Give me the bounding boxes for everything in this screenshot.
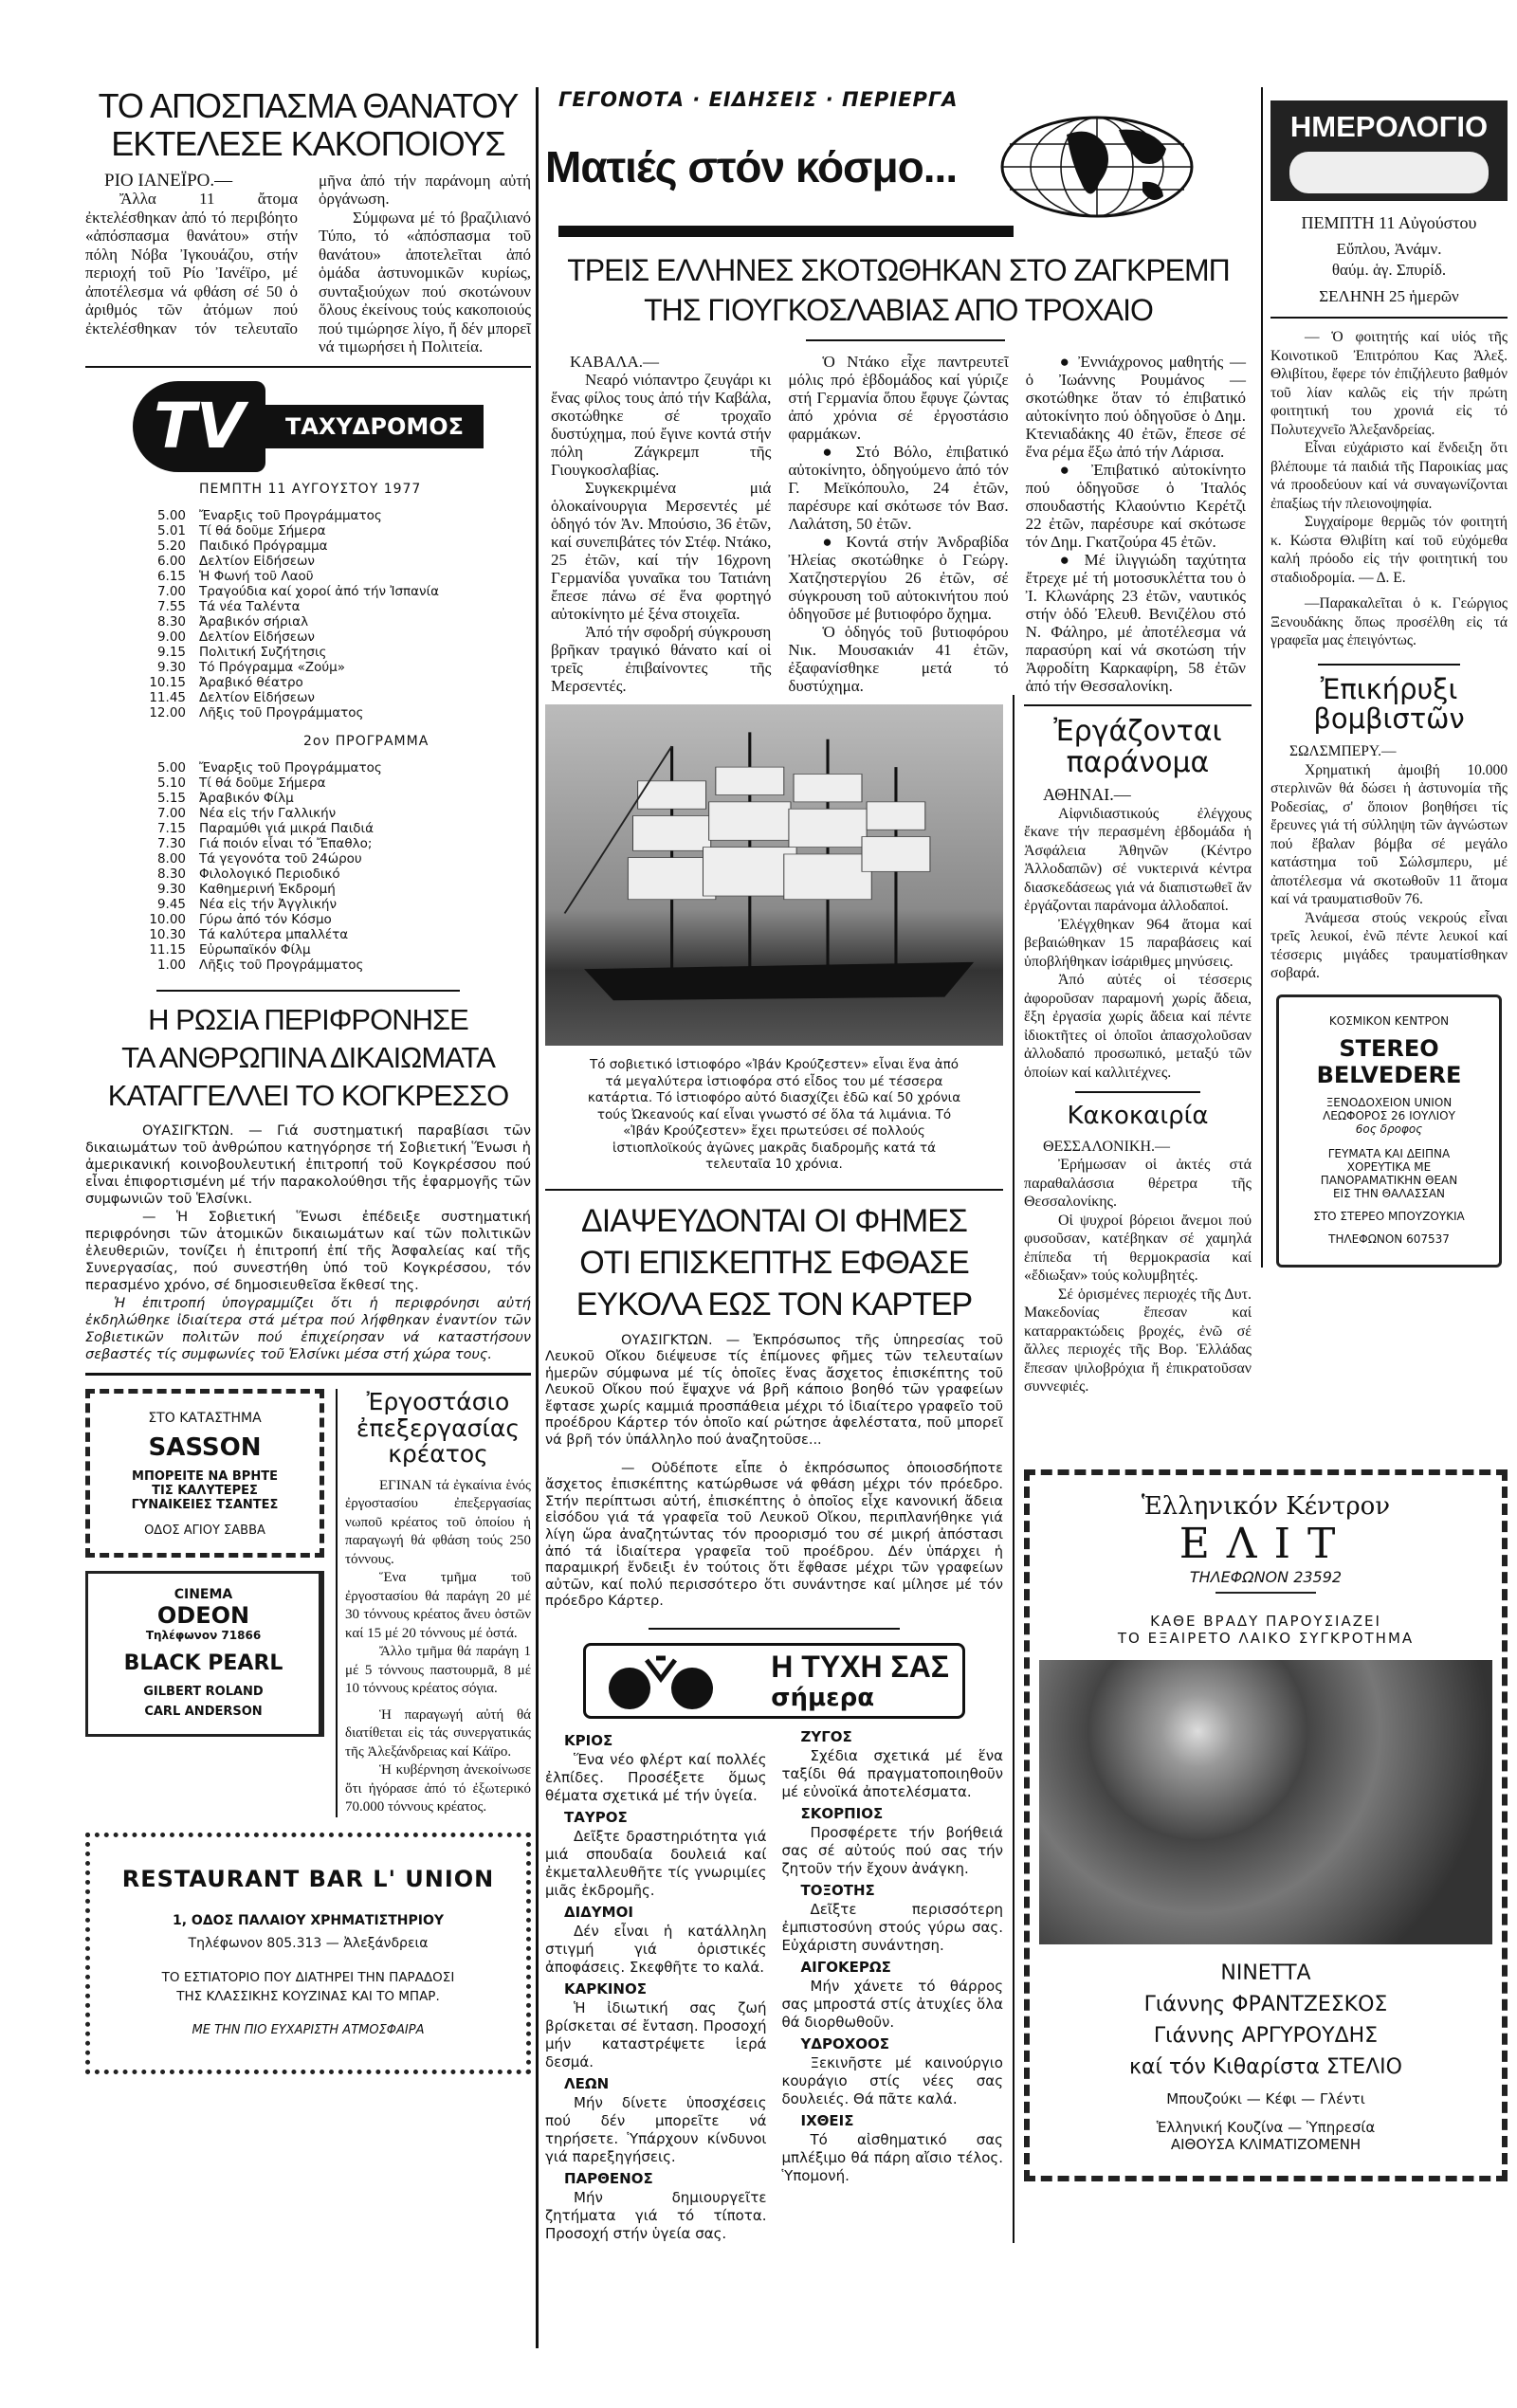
article-carter-visitor-body — [545, 1333, 1003, 1612]
globe-icon — [1000, 116, 1195, 218]
headline-illegal-work — [1024, 716, 1252, 778]
horoscope-entry — [782, 2112, 1004, 2185]
ad-address: ΟΔΟΣ ΑΓΙΟΥ ΣΑΒΒΑ — [144, 1523, 265, 1539]
left-column — [85, 87, 531, 2074]
article-illegal-work-body — [1024, 786, 1252, 1082]
dateline: ΣΩΛΣΜΠΕΡΥ.— — [1289, 743, 1397, 760]
horoscope-entry — [782, 1728, 1004, 1801]
tv-time: 5.15 — [156, 790, 186, 806]
ad-artist: Γιάννης ΑΡΓΥΡΟΥΔΗΣ — [1153, 2023, 1379, 2048]
ads-and-meat-row — [85, 1389, 531, 1817]
paragraph: ΟΥΑΣΙΓΚΤΩΝ. — Γιά συστηματική παραβίασι τῶν δικαιωμάτων τοῦ ἀνθρώπου κατηγόρησε τή Σοβιετική Ἕνωσι ἡ ἀμερικανική κοινοβουλευτική ἐπιτροπή τοῦ Κογκρέσσου πού εἶναι ἐπιφορτισμένη μέ τήν παρακολούθησι τῆς ἐφαρμογῆς τῶν συμφωνιῶν τοῦ Ἑλσίνκι. — [85, 1122, 531, 1208]
ad-artist: ΝΙΝΕΤΤΑ — [1220, 1961, 1311, 1985]
ad-restaurant-union — [85, 1833, 531, 2074]
divider — [85, 1373, 531, 1376]
tv-time: 10.00 — [149, 911, 186, 927]
ad-text: ΤΗΣ ΚΛΑΣΣΙΚΗΣ ΚΟΥΖΙΝΑΣ ΚΑΙ ΤΟ ΜΠΑΡ. — [176, 1988, 440, 2004]
tv-listing-row — [133, 629, 531, 645]
ad-text: ΕΙΣ ΤΗΝ ΘΑΛΑΣΣΑΝ — [1332, 1186, 1446, 1200]
horoscope-entry — [782, 1959, 1004, 2032]
article-death-squad-body — [85, 172, 531, 356]
tv-time: 6.00 — [156, 553, 186, 569]
headline-line: κρέατος — [388, 1440, 488, 1469]
horoscope-text: Δεῖξτε περισσότερη ἐμπιστοσύνη στούς γύρω σας. Εὐχάριστη συνάντηση. — [781, 1901, 1003, 1954]
ad-phone: Τηλέφωνον 71866 — [145, 1629, 262, 1643]
paragraph: Συγκεκριμένα μιά ὁλοκαίνουργια Μερσεντές μέ ὁδηγό τόν Ἀν. Μπούσιο, 36 ἐτῶν, καί συνεπιβάτες τόν Στέφ. Ντάκο, 25 ἐτῶν, καί τήν 16χρονη Γερμανίδα γυναῖκα του Τατιάνη ἔπεσε πάνω σέ ἕνα φορτηγό αὐτοκίνητο μέ ξένα στοιχεῖα. — [551, 479, 772, 623]
horoscope-entry — [545, 2075, 767, 2166]
tv-listing-row — [133, 760, 531, 775]
horoscope-entry — [545, 1980, 767, 2071]
headline-line: βομβιστῶν — [1313, 702, 1465, 736]
headline-line: ΔΙΑΨΕΥΔΟΝΤΑΙ ΟΙ ΦΗΜΕΣ — [581, 1202, 967, 1239]
middle-lower — [545, 695, 1014, 2243]
section-kicker: ΓΕΓΟΝΟΤΑ · ΕΙΔΗΣΕΙΣ · ΠΕΡΙΕΡΓΑ — [558, 88, 959, 111]
headline-line: Ἐργάζονται — [1053, 715, 1222, 748]
horoscope-text: Προσφέρετε τήν βοήθειά σας σέ αὐτούς πού σας τήν ζητοῦν τήν ἔχουν ἀνάγκη. — [781, 1824, 1003, 1877]
tv-title: Εὐρωπαϊκόν Φίλμ — [199, 941, 311, 958]
ad-text: ΑΙΘΟΥΣΑ ΚΛΙΜΑΤΙΖΟΜΕΝΗ — [1170, 2135, 1362, 2153]
horoscope-text: Σχέδια σχετικά μέ ἕνα ταξίδι θά πραγματοποιηθοῦν μέ εὐνοϊκά ἀποτελέσματα. — [781, 1747, 1003, 1800]
calendar-moon: ΣΕΛΗΝΗ 25 ἡμερῶν — [1319, 287, 1459, 305]
ad-text: ΤΟ ΕΣΤΙΑΤΟΡΙΟ ΠΟΥ ΔΙΑΤΗΡΕΙ ΤΗΝ ΠΑΡΑΔΟΣΙ — [161, 1969, 455, 1985]
paragraph: Ἐλέγχθηκαν 964 ἄτομα καί βεβαιώθηκαν 15 παραβάσεις καί ὑποβλήθηκαν ἰσάριθμες μηνύσεις. — [1024, 916, 1252, 970]
horoscope-sign: ΔΙΔΥΜΟΙ — [564, 1904, 633, 1921]
tv-listing-row — [133, 645, 531, 660]
ad-text: Ἑλληνικόν Κέντρον — [1141, 1491, 1391, 1521]
section-title-text: Ματιές στόν κόσμο... — [545, 142, 958, 192]
ad-phone: ΤΗΛΕΦΩΝΟΝ 607537 — [1328, 1231, 1450, 1246]
dateline: ΡΙΟ ΙΑΝΕΪΡΟ.— — [104, 170, 233, 191]
horoscope-sign: ΖΥΓΟΣ — [800, 1728, 852, 1745]
tv-title: Ἀραβικόν σήριαλ — [199, 613, 309, 629]
tv-title: Ἀραβικόν Φίλμ — [199, 790, 294, 806]
tv-time: 10.15 — [149, 674, 186, 690]
tv-listing-row — [133, 554, 531, 569]
paragraph: — Οὐδέποτε εἶπε ὁ ἐκπρόσωπος ὁποιοσδήποτε ἄσχετος ἐπισκέπτης κατώρθωσε νά φθάση μέχρι τόν πρόεδρο. Στήν περίπτωσι αὐτή, ἐπισκέπτης ὁ ὁποῖος εἶχε κανονική ἄδεια εἰσόδου γιά τά γραφεῖα τοῦ Λευκοῦ Οἴκου, περιπλανήθηκε γιά λίγη ὥρα ἀναζητώντας τόν προορισμό του σέ μικρή ἀπόστασι ἀπό τά ἰδιαίτερα γραφεῖα τοῦ προέδρου. Δέν ὑπάρχει ἡ παραμικρή ἔνδειξι ἐν τούτοις ὅτι ἔφθασε μέχρι τῶν γραφείων αὐτῶν, καί πολύ περισσότερο ὅτι συνάντησε καί μίλησε μέ τόν πρόεδρο Κάρτερ. — [545, 1460, 1003, 1610]
headline-line: Ἐργοστάσιο — [366, 1388, 510, 1416]
horoscope-text: Δέν εἶναι ἡ κατάλληλη στιγμή γιά ὁριστικές ἀποφάσεις. Σκεφθῆτε το καλά. — [545, 1923, 767, 1976]
paragraph: — Ἡ Σοβιετική Ἕνωσι ἐπέδειξε συστηματική περιφρόνησι τῶν ἀτομικῶν δικαιωμάτων καί τῶν πολιτικῶν ἐλευθεριῶν, τονίζει ἡ ἐπιτροπή ἐπί τῆς Ἀσφαλείας καί τῆς Συνεργασίας, πού συνεστήθη ὑπό τοῦ Κογκρέσσου, τόν περασμένο χρόνο, σέ δημοσιευθεῖσα ἔκθεσί της. — [85, 1209, 531, 1294]
tv-time: 12.00 — [149, 704, 186, 721]
paragraph: — Ὁ φοιτητής καί υἱός τῆς Κοινοτικοῦ Ἐπιτρόπου Κας Ἀλεξ. Θλιβίτου, ἔφερε τόν ἐπιζήλευτο βαθμόν τοῦ λίαν καλῶς εἰς τήν πρώτη φοιτητική του χρονιά εἰς τό Πολυτεχνεῖο Ἀλεξανδρείας. — [1270, 329, 1508, 438]
ad-address: 1, ΟΔΟΣ ΠΑΛΑΙΟΥ ΧΡΗΜΑΤΙΣΤΗΡΙΟΥ — [173, 1912, 444, 1928]
paragraph: Ὁ Ντάκο εἶχε παντρευτεῖ μόλις πρό ἑβδομάδος καί γύριζε στή Γερμανία ὅπου ἔφυγε ζώντας ἀπό χρόνια σέ ἐργοστάσιο φαρμάκων. — [788, 353, 1009, 443]
ad-text: ΤΙΣ ΚΑΛΥΤΕΡΕΣ — [152, 1484, 258, 1499]
headline-line: Η ΡΩΣΙΑ ΠΕΡΙΦΡΟΝΗΣΕ — [148, 1002, 468, 1036]
ad-text: ΣΤΟ ΣΤΕΡΕΟ ΜΠΟΥΖΟΥΚΙΑ — [1313, 1209, 1465, 1223]
horoscope-text: Δεῖξτε δραστηριότητα γιά μιά σπουδαία δουλειά καί ἐκμεταλλευθῆτε τίς γνωριμίες μιᾶς ἐκδρομῆς. — [545, 1828, 767, 1899]
ad-sasson — [85, 1389, 324, 1558]
calendar-saint: θαύμ. ἁγ. Σπυρίδ. — [1331, 261, 1447, 279]
tv-listing-row — [133, 897, 531, 912]
tv-listing-row — [133, 660, 531, 675]
tv-time: 5.00 — [156, 507, 186, 523]
headline-russia — [85, 1001, 531, 1115]
divider — [1270, 317, 1508, 319]
calendar-day: ΠΕΜΠΤΗ 11 Αὐγούστου — [1301, 213, 1477, 232]
ad-text: ΚΟΣΜΙΚΟΝ ΚΕΝΤΡΟΝ — [1328, 1013, 1450, 1028]
divider — [156, 990, 460, 992]
ad-elit — [1024, 1469, 1508, 2181]
tv-listing-row — [133, 599, 531, 614]
tv-title: Ἀραβικό θέατρο — [199, 674, 303, 690]
headline-line: ἐπεξεργασίας — [356, 1414, 521, 1442]
horoscope-entry — [545, 1904, 767, 1977]
ad-text: ΛΕΩΦΟΡΟΣ 26 ΙΟΥΛΙΟΥ — [1323, 1108, 1455, 1122]
headline-line: παράνομα — [1066, 746, 1210, 779]
calendar-notes — [1270, 328, 1508, 650]
ad-text: ΧΟΡΕΥΤΙΚΑ ΜΕ — [1346, 1159, 1432, 1174]
paragraph: Ἀνάμεσα στούς νεκρούς εἶναι τρεῖς λευκοί, ἐνῶ πέντε λευκοί καί τέσσερις μιγάδες τραυματίσθηκαν σοβαρά. — [1270, 909, 1508, 982]
tv-title: Δελτίον Εἰδήσεων — [199, 689, 315, 705]
horoscope-entry — [782, 2035, 1004, 2108]
tv-program-1 — [133, 508, 531, 721]
tv-listing-row — [133, 614, 531, 629]
ad-phone: ΤΗΛΕΦΩΝΟΝ 23592 — [1189, 1567, 1343, 1586]
calendar-info — [1270, 212, 1508, 307]
divider — [545, 1189, 1003, 1191]
paragraph: Εἶναι εὐχάριστο καί ἔνδειξη ὅτι βλέπουμε τά παιδιά τῆς Παροικίας μας νά προοδεύουν καί νά συναγωνίζονται ἐπαξίως τήν πλειονοψηφία. — [1270, 440, 1508, 512]
tv-time: 11.15 — [149, 941, 186, 958]
dateline: ΑΘΗΝΑΙ.— — [1043, 785, 1131, 804]
ad-artist: Γιάννης ΦΡΑΝΤΖΕΣΚΟΣ — [1143, 1992, 1388, 2016]
tv-time: 5.20 — [156, 538, 186, 554]
horoscope-text: Ξεκινῆστε μέ καινούργιο κουράγιο στίς νέες σας δουλειές. Θά πᾶτε καλά. — [781, 2054, 1003, 2107]
ad-film-title: BLACK PEARL — [123, 1651, 283, 1676]
scroll-graphic — [1289, 152, 1489, 193]
ad-text: ΣΤΟ ΚΑΤΑΣΤΗΜΑ — [148, 1411, 262, 1427]
ad-text: ΜΕ ΤΗΝ ΠΙΟ ΕΥΧΑΡΙΣΤΗ ΑΤΜΟΣΦΑΙΡΑ — [192, 2022, 425, 2037]
paragraph: —Παρακαλεῖται ὁ κ. Γεώργιος Ξενουδάκης ὅπως προσέλθη εἰς τά γραφεῖα μας ἐπειγόντως. — [1270, 595, 1508, 648]
ad-text: ΚΑΘΕ ΒΡΑΔΥ ΠΑΡΟΥΣΙΑΖΕΙ — [1150, 1612, 1381, 1630]
horoscope-sign: ΙΧΘΕΙΣ — [800, 2112, 854, 2129]
horoscope-entry — [545, 1809, 767, 1900]
tv-title: Νέα εἰς τήν Γαλλικήν — [199, 805, 337, 821]
calendar-logo — [1270, 100, 1508, 201]
paragraph: ● Ἐννιάχρονος μαθητής — ὁ Ἰωάννης Ρουμάνος — σκοτώθηκε ὅταν τό ἐπιβατικό αὐτοκίνητο πού ὁδηγοῦσε ὁ Δημ. Κτενιαδάκης 40 ἐτῶν, ἔπεσε σέ ἕνα ρέμα ἔξω ἀπό τήν Λάρισα. — [1025, 353, 1246, 461]
tv-title: Ἡ Φωνή τοῦ Λαοῦ — [199, 568, 314, 584]
tv-program-2-title: 2ον ΠΡΟΓΡΑΜΜΑ — [303, 733, 430, 749]
horoscope-list — [545, 1728, 1003, 2243]
tv-title: Δελτίον Εἰδήσεων — [199, 629, 315, 645]
horoscope-text: Ἕνα νέο φλέρτ καί πολλές ἐλπίδες. Προσέξετε ὅμως θέματα σχετικά μέ τήν ὑγεία. — [545, 1751, 767, 1804]
tv-listing-row — [133, 523, 531, 538]
tv-listing-row — [133, 927, 531, 942]
horoscope-text: Μήν χάνετε τό θάρρος σας μπροστά στίς ἀτυχίες ὅλα θά διορθωθοῦν. — [781, 1978, 1003, 2031]
tv-title: Τί θά δοῦμε Σήμερα — [199, 522, 326, 538]
right-rail — [1261, 87, 1508, 1268]
paragraph: ● Στό Βόλο, ἐπιβατικό αὐτοκίνητο, ὁδηγούμενο ἀπό τόν Γ. Μεϊκόπουλο, 24 ἐτῶν, παρέσυρε καί σκότωσε τόν Βασ. Λαλάτση, 50 ἐτῶν. — [788, 443, 1009, 533]
paragraph: Ἀπό αὐτές οἱ τέσσερις ἀφοροῦσαν παραμονή χωρίς ἄδεια, ἕξη ἐργασία χωρίς ἄδεια καί πέντε ἰδιοκτῆτες οἱ ὁποῖοι ἀπασχολοῦσαν ἀλλοδαπό προσωπικό, μεταξύ τῶν ὁποίων καί καλλιτέχνες. — [1024, 972, 1252, 1081]
ad-text: ΠΑΝΟΡΑΜΑΤΙΚΗΝ ΘΕΑΝ — [1320, 1173, 1458, 1187]
horoscope-sign: ΤΑΥΡΟΣ — [564, 1809, 628, 1826]
divider — [85, 366, 531, 368]
tv-logo-banner — [265, 405, 484, 448]
divider — [1318, 664, 1460, 666]
tv-time: 11.45 — [149, 689, 186, 705]
tv-logo-badge — [133, 381, 265, 472]
tv-time: 5.10 — [156, 775, 186, 791]
ad-text: Ἑλληνική Κουζίνα — Ὑπηρεσία — [1156, 2118, 1376, 2136]
horoscope-sign: ΚΑΡΚΙΝΟΣ — [564, 1980, 647, 1998]
horoscope-entry — [782, 1882, 1004, 1955]
paragraph: Ἡ ἐπιτροπή ὑπογραμμίζει ὅτι ἡ περιφρόνησι αὐτή ἐκδηλώθηκε ἰδιαίτερα στά μέτρα πού λήφθηκαν ἐναντίον τῶν Σοβιετικῶν πολιτῶν πού ἐπιχείρησαν νά καταστήσουν σεβαστές τίς συμφωνίες τοῦ Ἑλσίνκι μέσα στή χώρα τους. — [85, 1295, 531, 1363]
headline-line: ΕΥΚΟΛΑ ΕΩΣ ΤΟΝ ΚΑΡΤΕΡ — [576, 1286, 973, 1323]
article-meat-factory-body — [345, 1477, 531, 1817]
ad-text: Μπουζούκι — Κέφι — Γλέντι — [1166, 2089, 1365, 2107]
headline-death-squad — [85, 87, 531, 164]
tv-listing-row — [133, 584, 531, 599]
ad-text: 6ος δροφος — [1355, 1122, 1423, 1136]
ad-brand: SASSON — [148, 1433, 262, 1463]
tv-title: Καθημερινή Ἐκδρομή — [199, 881, 336, 897]
tv-listing-row — [133, 912, 531, 927]
tv-listing-row — [133, 867, 531, 882]
tv-time: 5.01 — [156, 522, 186, 538]
paragraph: Ἀπό τήν σφοδρή σύγκρουση βρῆκαν τραγικό θάνατο καί οἱ τρεῖς ἐπιβαίνοντες τῆς Μερσεντές. — [551, 623, 772, 695]
horoscope-sign: ΚΡΙΟΣ — [564, 1732, 613, 1749]
calendar-title: ΗΜΕΡΟΛΟΓΙΟ — [1289, 110, 1489, 143]
tv-title: Παραμύθι γιά μικρά Παιδιά — [199, 820, 375, 836]
tv-time: 6.15 — [156, 568, 186, 584]
tv-title: Τά γεγονότα τοῦ 24ώρου — [199, 850, 362, 867]
tv-title: Τό Πρόγραμμα «Ζούμ» — [199, 659, 346, 675]
tv-date: ΠΕΜΠΤΗ 11 ΑΥΓΟΥΣΤΟΥ 1977 — [199, 481, 422, 497]
tv-time: 10.30 — [149, 926, 186, 942]
headline-carter-visitor — [545, 1200, 1003, 1325]
horoscope-text: Τό αἰσθηματικό σας μπλέξιμο θά πάρη αἴσιο τέλος. Ὑπομονή. — [781, 2131, 1003, 2184]
horoscope-text: Μήν δημιουργεῖτε ζητήματα γιά τό τίποτα. Προσοχή στήν ὑγεία σας. — [545, 2189, 767, 2242]
paragraph: Νεαρό νιόπαντρο ζευγάρι κι ἕνας φίλος τους ἀπό τήν Καβάλα, σκοτώθηκε σέ τροχαῖο δυστύχημα, πού ἔγινε κοντά στήν πόλη Ζάγκρεμπ τῆς Γιουγκοσλαβίας. — [551, 371, 772, 479]
sailing-ship-image — [545, 704, 1003, 1046]
dateline: ΘΕΣΣΑΛΟΝΙΚΗ.— — [1043, 1138, 1170, 1155]
ad-text: ΞΕΝΟΔΟΧΕΙΟΝ UNION — [1325, 1095, 1453, 1109]
paragraph: Ἐρήμωσαν οἱ ἀκτές στά παραθαλάσσια θέρετρα τῆς Θεσσαλονίκης. — [1024, 1157, 1252, 1211]
tv-logo-name: ΤΑΧΥΔΡΟΜΟΣ — [284, 412, 465, 440]
horoscope-sign: ΛΕΩΝ — [564, 2075, 610, 2092]
horoscope-entry — [782, 1805, 1004, 1878]
article-bad-weather-body — [1024, 1138, 1252, 1396]
ad-stereo-belvedere — [1276, 994, 1502, 1268]
elit-ad-cell — [1024, 1458, 1508, 2181]
tv-title: Ἔναρξις τοῦ Προγράμματος — [199, 759, 382, 775]
tv-time: 9.30 — [156, 881, 186, 897]
horoscope-title: Η ΤΥΧΗ ΣΑΣ — [771, 1650, 949, 1684]
tv-title: Ἔναρξις τοῦ Προγράμματος — [199, 507, 382, 523]
section-header-row — [545, 116, 1252, 218]
ship-photo — [545, 704, 1003, 1046]
band-photo — [1039, 1660, 1492, 1944]
tv-time: 9.15 — [156, 644, 186, 660]
horoscope-sign: ΠΑΡΘΕΝΟΣ — [564, 2170, 653, 2187]
horoscope-text: Ἡ ἰδιωτική σας ζωή βρίσκεται σέ ἔνταση. Προσοχή μήν καταστρέψετε ἱερά δεσμά. — [545, 1999, 767, 2071]
divider — [1024, 704, 1252, 706]
ad-brand: ΕΛΙΤ — [1179, 1519, 1353, 1568]
ad-text: CARL ANDERSON — [144, 1705, 263, 1720]
left-ads-stack — [85, 1389, 324, 1817]
ad-text: ΤΟ ΕΞΑΙΡΕΤΟ ΛΑΙΚΟ ΣΥΓΚΡΟΤΗΜΑ — [1117, 1629, 1415, 1647]
tv-time: 7.00 — [156, 805, 186, 821]
headline-line: ΕΚΤΕΛΕΣΕ ΚΑΚΟΠΟΙΟΥΣ — [111, 124, 505, 164]
zodiac-figures-icon — [599, 1651, 722, 1711]
tv-listing-row — [133, 569, 531, 584]
tv-title: Λῆξις τοῦ Προγράμματος — [199, 704, 364, 721]
horoscope-sign: ΥΔΡΟΧΟΟΣ — [800, 2035, 890, 2052]
tv-time: 7.15 — [156, 820, 186, 836]
tv-time: 1.00 — [156, 957, 186, 973]
paragraph: Ἡ κυβέρνηση ἀνεκοίνωσε ὅτι ἠγόρασε ἀπό τό ἐξωτερικό 70.000 τόννους κρέατος. — [345, 1762, 531, 1815]
paragraph: Ὁ ὁδηγός τοῦ βυτιοφόρου Νικ. Μουσακιάν 41 ἐτῶν, ἐξαφανίσθηκε μετά τό δυστύχημα. — [788, 623, 1009, 695]
tv-time: 9.30 — [156, 659, 186, 675]
article-zagreb-body — [545, 353, 1252, 695]
middle-top — [545, 87, 1252, 695]
paragraph: Συγχαίρομε θερμῶς τόν φοιτητή κ. Κώστα Θλιβίτη καί τοῦ εὐχόμεθα καλή πρόοδο εἰς τήν φοιτητική του σταδιοδρομία. — Δ. Ε. — [1270, 514, 1508, 586]
paragraph: Ἕνα τμῆμα τοῦ ἐργοστασίου θά παράγη 20 μέ 30 τόννους κρέατος ἄνευ ὀστῶν καί 15 μέ 20 τόννους μέ ὀστά. — [345, 1570, 531, 1641]
ad-phone: Τηλέφωνον 805.313 — Ἀλεξάνδρεια — [188, 1935, 429, 1951]
headline-meat-factory — [345, 1389, 531, 1468]
headline-bad-weather: Κακοκαιρία — [1067, 1102, 1209, 1130]
column-rule — [536, 87, 539, 2348]
tv-logo — [133, 381, 531, 472]
tv-title: Γιά ποιόν εἶναι τό Ἔπαθλο; — [199, 835, 373, 851]
ad-brand: RESTAURANT BAR L' UNION — [121, 1865, 495, 1892]
tv-program-2 — [133, 760, 531, 973]
tv-logo-text: TV — [153, 389, 246, 463]
tv-listing-row — [133, 882, 531, 897]
tv-listing-row — [133, 538, 531, 554]
horoscope-banner — [583, 1643, 965, 1719]
ad-odeon — [85, 1571, 324, 1737]
tv-listing-row — [133, 705, 531, 721]
divider — [806, 339, 1005, 341]
tv-time: 7.00 — [156, 583, 186, 599]
paragraph: Αἰφνιδιαστικούς ἐλέγχους ἔκανε τήν περασμένη ἑβδομάδα ἡ Ἀσφάλεια Ἀθηνῶν (Κέντρο Ἀλλοδαπῶν) σέ νυκτερινά κέντρα διασκεδάσεως γιά νά διαπιστωθεῖ ἄν ἐργάζονται παράνομα ἀλλοδαποί. — [1024, 805, 1252, 914]
headline-bombers — [1270, 672, 1508, 736]
middle-right-column — [1024, 695, 1252, 1396]
meat-factory-article — [336, 1389, 531, 1817]
tv-title: Τραγούδια καί χοροί ἀπό τήν Ἰσπανία — [199, 583, 440, 599]
ad-brand: BELVEDERE — [1316, 1061, 1462, 1088]
tv-title: Λῆξις τοῦ Προγράμματος — [199, 957, 364, 973]
tv-time: 9.45 — [156, 896, 186, 912]
horoscope-sign: ΑΙΓΟΚΕΡΩΣ — [800, 1959, 891, 1976]
tv-listing-row — [133, 942, 531, 958]
paragraph: Ἄλλα 11 ἄτομα ἐκτελέσθηκαν ἀπό τό περιβόητο «ἀπόσπασμα θανάτου» στήν πόλη Νόβα Ἰγκουάζου, στήν περιοχή τοῦ Ρίο Ἰανέϊρο, μέ ἀποτέλεσμα νά φθάση σέ 50 ὁ ἀριθμός τῶν ἀτόμων πού ἐκτελέσθηκαν τόν τελευταῖο μῆνα ἀπό τήν παράνομη αὐτή ὀργάνωση. — [85, 171, 531, 337]
divider — [1215, 1592, 1316, 1594]
article-russia-body — [85, 1122, 531, 1364]
tv-listing-row — [133, 508, 531, 523]
tv-listing-row — [133, 958, 531, 973]
tv-listing-row — [133, 791, 531, 806]
dateline: ΚΑΒΑΛΑ.— — [570, 353, 660, 371]
tv-time: 9.00 — [156, 629, 186, 645]
ad-brand: ODEON — [156, 1602, 250, 1630]
horoscope-entry — [545, 2170, 767, 2243]
tv-title: Γύρω ἀπό τόν Κόσμο — [199, 911, 332, 927]
ad-text: ΜΠΟΡΕΙΤΕ ΝΑ ΒΡΗΤΕ — [132, 1469, 278, 1485]
ad-artist: καί τόν Κιθαρίστα ΣΤΕΛΙΟ — [1129, 2054, 1402, 2079]
paragraph: ΕΓΙΝΑΝ τά ἐγκαίνια ἑνός ἐργοστασίου ἐπεξεργασίας νωποῦ κρέατος τοῦ ὁποίου ἡ παραγωγή θά φθάση τούς 250 τόννους. — [345, 1477, 531, 1567]
tv-time: 8.30 — [156, 613, 186, 629]
tv-time: 7.30 — [156, 835, 186, 851]
divider — [558, 226, 1014, 237]
tv-title: Πολιτική Συζήτησις — [199, 644, 327, 660]
paragraph: ● Μέ ἰλιγγιώδη ταχύτητα ἔτρεχε μέ τή μοτοσυκλέττα του ὁ Ἰ. Κλωνάρης 23 ἐτῶν, ναυτικός στήν ὁδό Ἐλευθ. Βενιζέλου στό Ν. Φάληρο, μέ ἀποτέλεσμα νά παρασύρη καί νά σκοτώση τήν Ἀφροδίτη Καρκαφίρη, 58 ἐτῶν ἀπό τήν Θεσσαλονίκη. — [1025, 551, 1246, 695]
paragraph: Οἱ ψυχροί βόρειοι ἄνεμοι πού φυσοῦσαν, κατέβηκαν σέ χαμηλά ἐπίπεδα τή θερμοκρασία καί «ἔδιωξαν» τούς κολυμβητές. — [1024, 1212, 1252, 1285]
tv-listing-row — [133, 675, 531, 690]
article-bombers-body — [1270, 742, 1508, 983]
tv-time: 7.55 — [156, 598, 186, 614]
horoscope-subtitle: σήμερα — [771, 1684, 875, 1712]
paragraph: Ἡ παραγωγή αὐτή θά διατίθεται εἰς τάς συνεργατικάς τῆς Ἀλεξάνδρειας καί Κάϊρο. — [345, 1706, 531, 1760]
paragraph: ● Ἐπιβατικό αὐτοκίνητο πού ὁδηγοῦσε ὁ Ἰταλός σπουδαστής Κλαούντιο Κερέτζι 22 ἐτῶν, παρέσυρε καί σκότωσε τόν Δημ. Γκατζούρα 45 ἐτῶν. — [1025, 461, 1246, 551]
tv-title: Τά νέα Ταλέντα — [199, 598, 301, 614]
tv-listing-row — [133, 821, 531, 836]
ad-text: CINEMA — [174, 1587, 233, 1603]
ad-text: ΓΥΝΑΙΚΕΙΕΣ ΤΣΑΝΤΕΣ — [131, 1498, 279, 1513]
horoscope-heading — [771, 1650, 949, 1712]
right-area — [545, 87, 1508, 2243]
tv-title: Νέα εἰς τήν Ἀγγλικήν — [199, 896, 338, 912]
calendar-saint: Εὔπλου, Ἀνάμν. — [1336, 240, 1442, 258]
ad-brand: STEREO — [1339, 1034, 1439, 1062]
tv-listing-row — [133, 836, 531, 851]
paragraph: ● Κοντά στήν Ἀνδραβίδα Ἠλείας σκοτώθηκε ὁ Γεώργ. Χατζηστεργίου 26 ἐτῶν, σέ σύγκρουση τοῦ αὐτοκινήτου πού ὁδηγοῦσε μέ βυτιοφόρο ὄχημα. — [788, 533, 1009, 623]
headline-line: ΟΤΙ ΕΠΙΣΚΕΠΤΗΣ ΕΦΘΑΣΕ — [579, 1244, 969, 1281]
paragraph: ΟΥΑΣΙΓΚΤΩΝ. — Ἐκπρόσωπος τῆς ὑπηρεσίας τοῦ Λευκοῦ Οἴκου διέψευσε τίς ἐπίμονες φῆμες τῶν τελευταίων ἡμερῶν σύμφωνα μέ τίς ὁποῖες ἕνας ἄσχετος ἐπισκέπτης τοῦ Λευκοῦ Οἴκου πού ἔψαχνε νά βρῆ κάποιο βοηθό τῶν γραφείων ἔφτασε χωρίς καμμιά προσπάθεια μέχρι τό ἰδιαίτερο γραφεῖο τοῦ προέδρου Κάρτερ τόν ὁποῖο καί ρώτησε ἀφελέστατα, ποῦ μπορεῖ νά βρῆ τόν ὑπάλληλο πού ἀναζητοῦσε... — [545, 1332, 1003, 1449]
horoscope-entry — [545, 1732, 767, 1805]
tv-title: Δελτίον Εἰδήσεων — [199, 553, 315, 569]
headline-line: Ἐπικήρυξι — [1320, 672, 1458, 705]
divider — [1075, 1091, 1200, 1093]
tv-time: 5.00 — [156, 759, 186, 775]
headline-line: ΤΗΣ ΓΙΟΥΓΚΟΣΛΑΒΙΑΣ ΑΠΟ ΤΡΟΧΑΙΟ — [644, 293, 1153, 327]
headline-line: ΤΑ ΑΝΘΡΩΠΙΝΑ ΔΙΚΑΙΩΜΑΤΑ — [121, 1040, 495, 1074]
headline-line: ΚΑΤΑΓΓΕΛΛΕΙ ΤΟ ΚΟΓΚΡΕΣΣΟ — [107, 1078, 509, 1112]
headline-line: ΤΟ ΑΠΟΣΠΑΣΜΑ ΘΑΝΑΤΟΥ — [98, 86, 519, 125]
tv-time: 8.30 — [156, 866, 186, 882]
paragraph: Ἄλλο τμῆμα θά παράγη 1 μέ 5 τόννους παστουρμᾶ, 8 μέ 10 τόννους κρέατος σόγια. — [345, 1644, 531, 1697]
paragraph: Σύμφωνα μέ τό βραζιλιανό Τύπο, τό «ἀπόσπασμα τοῦ θανάτου» ἀποτελεῖται ἀπό ὁμάδα ἀστυνομικῶν κυρίως, συνταξιούχων πού σκοτώνουν ὅλους ἐκείνους τούς κακοποιούς πού τιμώρησε λίγο, ἤ δέν μπορεῖ νά τιμωρήσει ἡ Πολιτεία. — [319, 208, 531, 356]
headline-line: ΤΡΕΙΣ ΕΛΛΗΝΕΣ ΣΚΟΤΩΘΗΚΑΝ ΣΤΟ ΖΑΓΚΡΕΜΠ — [567, 253, 1230, 287]
tv-listing-row — [133, 851, 531, 867]
tv-listing-row — [133, 690, 531, 705]
paragraph: Σέ ὁρισμένες περιοχές τῆς Δυτ. Μακεδονίας ἔπεσαν καί καταρρακτώδεις βροχές, ἐνῶ σέ ἄλλες περιοχές τῆς Βορ. Ἑλλάδας ἔπεσαν ψιλοβρόχια ἤ ἐπικρατοῦσαν συννεφιές. — [1024, 1286, 1252, 1396]
tv-time: 8.00 — [156, 850, 186, 867]
tv-listing-row — [133, 806, 531, 821]
paragraph: Χρηματική ἀμοιβή 10.000 στερλινῶν θά δώσει ἡ ἀστυνομία τῆς Ροδεσίας, σ' ὅποιον βοηθήσει τίς ἔρευνες γιά τή σύλληψη τῶν ἀγνώστων πού ἔβαλαν βόμβα σέ μεγάλο κατάστημα τοῦ Σώλσμπερυ, μέ ἀποτέλεσμα νά σκοτωθοῦν 11 ἄτομα καί νά τραυματισθοῦν 76. — [1270, 761, 1508, 908]
divider — [649, 1628, 901, 1630]
ship-photo-caption: Τό σοβιετικό ἱστιοφόρο «Ἰβάν Κρούζεστεν» εἶναι ἕνα ἀπό τά μεγαλύτερα ἱστιοφόρα στό εἶδος του μέ τέσσερα κατάρτια. Τό ἱστιοφόρο αὐτό διασχίζει ἐδῶ καί 50 χρόνια τούς Ὠκεανούς καί εἶναι γνωστό σέ ὅλα τά λιμάνια. Τό «Ἰβάν Κρούζεστεν» ἔχει πρωτεύσει σέ πολλούς ἱστιοπλοϊκούς ἀγῶνες μακρᾶς διαδρομῆς κατά τά τελευταῖα 10 χρόνια. — [587, 1057, 961, 1172]
horoscope-text: Μήν δίνετε ὑποσχέσεις πού δέν μπορεῖτε νά τηρήσετε. Ὑπάρχουν κίνδυνοι γιά παρεξηγήσεις. — [545, 2094, 767, 2165]
horoscope-sign: ΣΚΟΡΠΙΟΣ — [800, 1805, 884, 1822]
tv-title: Τά καλύτερα μπαλλέτα — [199, 926, 349, 942]
tv-listing-row — [133, 775, 531, 791]
headline-zagreb — [545, 250, 1252, 330]
tv-title: Τί θά δοῦμε Σήμερα — [199, 775, 326, 791]
tv-title: Φιλολογικό Περιοδικό — [199, 866, 340, 882]
ad-text: GILBERT ROLAND — [143, 1685, 264, 1700]
tv-title: Παιδικό Πρόγραμμα — [199, 538, 328, 554]
ad-text: ΓΕΥΜΑΤΑ ΚΑΙ ΔΕΙΠΝΑ — [1327, 1146, 1451, 1160]
horoscope-sign: ΤΟΞΟΤΗΣ — [800, 1882, 875, 1899]
